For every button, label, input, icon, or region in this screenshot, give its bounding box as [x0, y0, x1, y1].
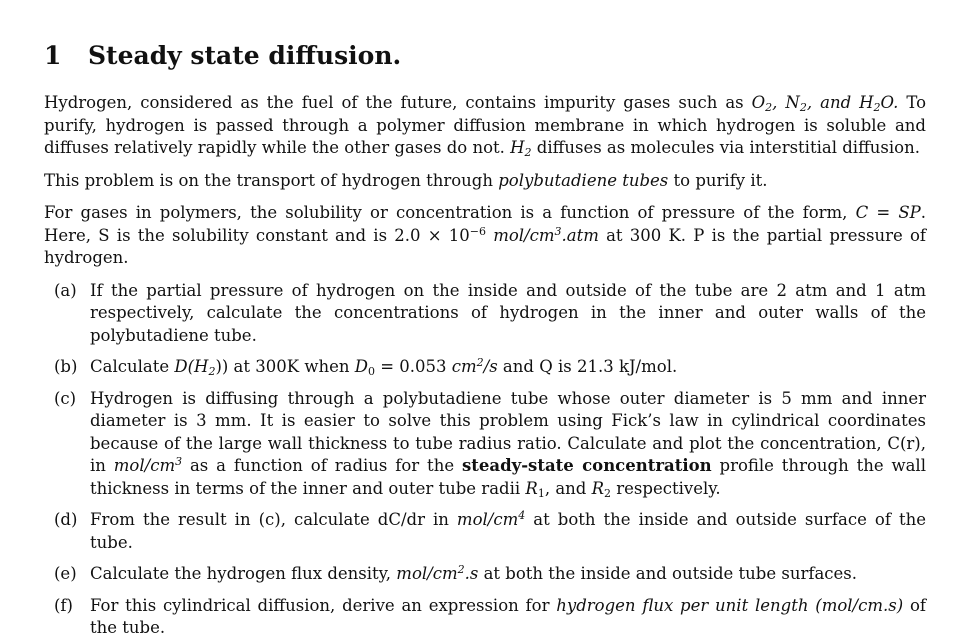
item-text: Hydrogen is diffusing through a polybutadiene tube whose outer diameter is 5 mm and inner diameter is 3 mm. It is easier to solve this problem using Fick’s law in cylindrical coordinates because of the large wall thickness to tube radius ratio. Calculate and plot the concentration, C(r), in mol/$cm^3$ as a function of radius for the steady-state concentration profile through the wall thickness in terms of the inner and outer tube radii $R_1$, and $R_2$ respectively. — [90, 388, 926, 500]
question-list — [44, 280, 926, 640]
item-text: If the partial pressure of hydrogen on the inside and outside of the tube are 2 atm and 1 atm respectively, calculate the concentrations of hydrogen in the inner and outer walls of the polybutadiene tube. — [90, 280, 926, 345]
list-item — [44, 509, 926, 554]
item-text: Calculate the hydrogen flux density, mol/$cm^2.s$ at both the inside and outside tube surfaces. — [90, 563, 858, 583]
item-label: (e) — [54, 564, 77, 583]
item-label: (c) — [54, 388, 77, 408]
item-text: Calculate $D(H_2)$) at 300K when $D_0 = 0.053$ $cm^2/s$ and Q is 21.3 kJ/mol. — [90, 356, 678, 378]
section-title: Steady state diffusion. — [88, 41, 402, 70]
paragraph-solubility: For gases in polymers, the solubility or concentration is a function of pressure of the form, C = SP. Here, S is the solubility constant and is $2.0 \times 10^{-6}$ mol/$cm^3.atm$ at 300 K. P is the partial pressure of hydrogen. — [44, 203, 926, 267]
item-label: (b) — [54, 357, 78, 376]
list-item — [44, 280, 926, 348]
item-text: For this cylindrical diffusion, derive an expression for hydrogen flux per unit length (mol/cm.s) of the tube. — [90, 595, 926, 637]
item-label: (a) — [54, 280, 77, 300]
section-heading — [44, 40, 926, 72]
list-item — [44, 356, 926, 379]
list-item — [44, 595, 926, 640]
paragraph-problem-statement: This problem is on the transport of hydrogen through polybutadiene tubes to purify it. — [44, 170, 768, 190]
item-label: (d) — [54, 510, 78, 529]
item-label: (f) — [54, 595, 73, 615]
list-item — [44, 563, 926, 586]
list-item — [44, 388, 926, 501]
paragraph-intro: Hydrogen, considered as the fuel of the future, contains impurity gases such as $O_2$, $N_2$, and $H_2O$. To purify, hydrogen is passed through a polymer diffusion membrane in which hydrogen is soluble and diffuses relatively rapidly while the other gases do not. $H_2$ diffuses as molecules via interstitial diffusion. — [44, 93, 926, 159]
item-text: From the result in (c), calculate dC/dr in mol/$cm^4$ at both the inside and outside surface of the tube. — [90, 509, 926, 552]
section-number: 1 — [44, 41, 62, 70]
